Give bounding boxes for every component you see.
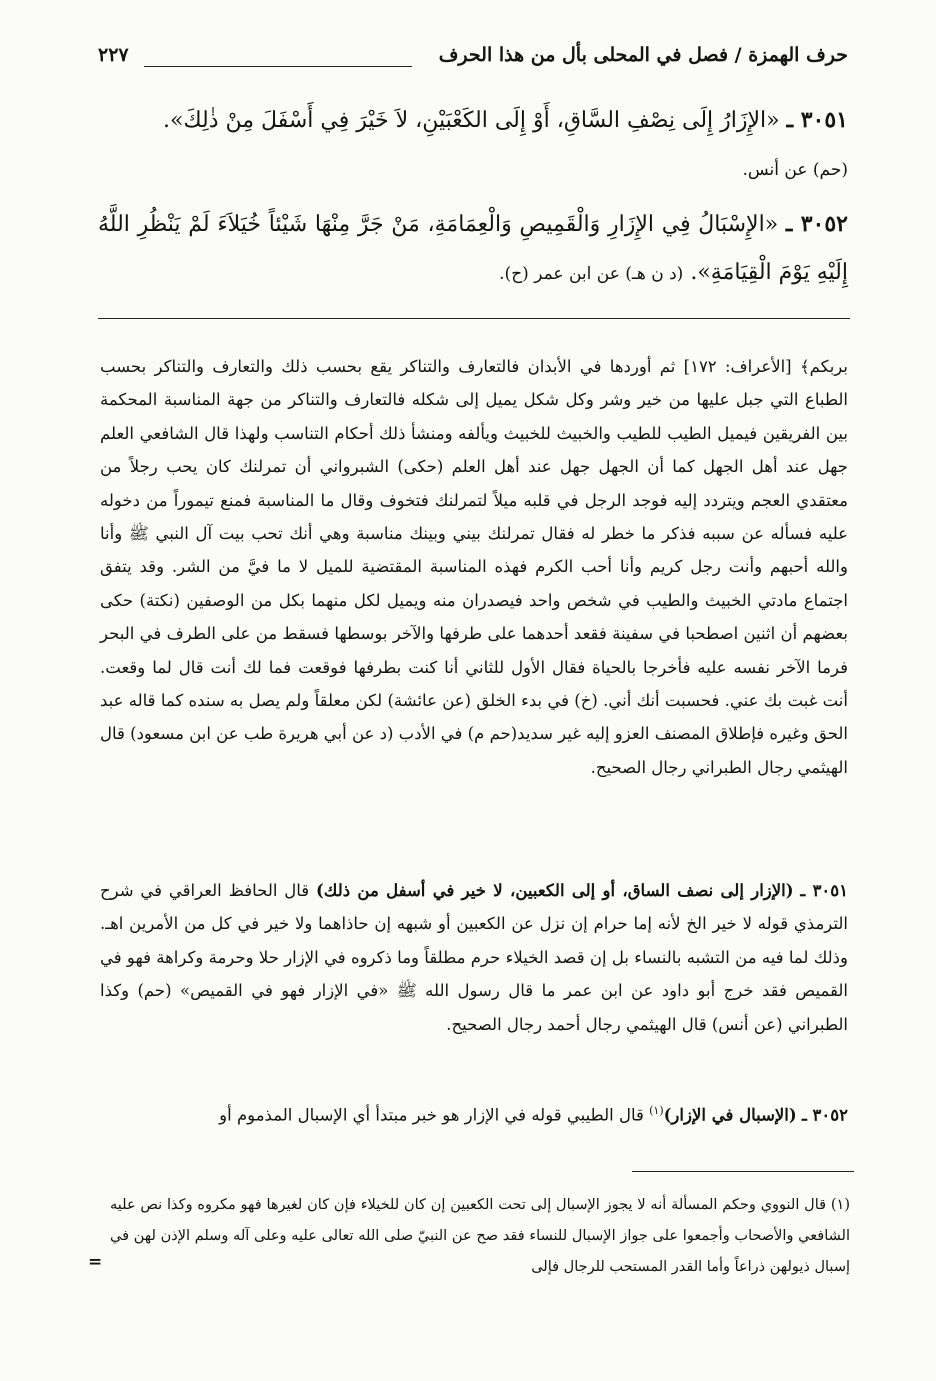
hadith-3052 [98,200,848,298]
commentary-3052 [100,1094,848,1132]
running-title: حرف الهمزة / فصل في المحلى بأل من هذا الحرف [438,44,848,66]
hadith-source: (حم) عن أنس. [742,160,848,180]
footnote [110,1190,850,1283]
page-number: ٢٢٧ [98,44,129,66]
commentary-3051 [100,874,848,1041]
footnote-text: (١) قال النووي وحكم المسألة أنه لا يجوز الإسبال إلى تحت الكعبين إن كان للخيلاء فإن كان لغيرها فهو مكروه وكذا نص عليه الشافعي والأصحاب وأجمعوا على جواز الإسبال للنساء فقد صح عن النبيّ صلى الله تعالى عليه وعلى آله وسلم الإذن لهن في إسبال ذيولهن ذراعاً وأما القدر المستحب للرجال فإلى [110,1197,850,1275]
page-header [98,44,848,74]
hadith-text: «الإِزَارُ إِلَى نِصْفِ السَّاقِ، أَوْ إِلَى الكَعْبَيْنِ، لاَ خَيْرَ فِي أَسْفَلَ مِنْ ذٰلِكَ». [163,108,780,133]
footnote-rule [632,1171,854,1172]
commentary-paragraph [100,350,848,784]
hadith-number: ٣٠٥٢ ـ [785,211,848,237]
hadith-text: «الإِسْبَالُ فِي الإِزَارِ وَالْقَمِيصِ وَالْعِمَامَةِ، مَنْ جَرَّ مِنْهَا شَيْئاً خُيَلاَءَ لَمْ يَنْظُرِ اللَّهُ إِلَيْهِ يَوْمَ الْقِيَامَةِ». [98,212,848,285]
commentary-number: ٣٠٥٢ ـ [801,1105,848,1125]
commentary-heading: (الإزار إلى نصف الساق، أو إلى الكعبين، لا خير في أسفل من ذلك) [316,881,794,900]
hadith-source: (د ن هـ) عن ابن عمر (ح). [499,264,684,284]
separator-rule [98,318,850,319]
hadith-3051 [98,96,848,194]
continuation-mark: = [88,1252,103,1272]
footnote-ref: (١) [649,1104,664,1117]
header-rule [144,66,412,67]
commentary-heading: (الإسبال في الإزار) [663,1105,797,1125]
commentary-number: ٣٠٥١ ـ [800,881,849,900]
hadith-number: ٣٠٥١ ـ [786,107,848,133]
commentary-text: بربكم﴾ [الأعراف: ١٧٢] ثم أوردها في الأبدان فالتعارف والتناكر يقع بحسب ذلك والتعارف والتناكر بحسب الطباع التي جبل عليها من خير وشر وكل شكل يميل إلى شكله فالتعارف والتناكر من جهة المناسبة المحكمة بين الفريقين فيميل الطيب للطيب والخبيث للخبيث ويألفه ومنشأ ذلك أحكام التناسب ولهذا قال الشافعي العلم جهل عند أهل الجهل كما أن الجهل جهل عند أهل العلم (حكى) الشبرواني أن تمرلنك كان يحب رجلاً من معتقدي العجم ويتردد إليه فوجد الرجل في قلبه ميلاً لتمرلنك فتخوف وقال ما المناسبة فمنع تيموراً من دخوله عليه فسأله عن سببه فذكر ما خطر له فقال تمرلنك بيني وبينك مناسبة وهي أنك تحب بيت آل النبي ﷺ وأنا والله أحبهم وأنت رجل كريم وأنا أحب الكرم فهذه المناسبة المقتضية للميل لا ما فيَّ من الشر. وقد يتفق اجتماع مادتي الخبيث والطيب في شخص واحد فيصدران منه ويميل لكل منهما بكل من الوصفين (نكتة) حكى بعضهم أن اثنين اصطحبا في سفينة فقعد أحدهما على طرفها والآخر بوسطها فسقط من على الطرف في البحر فرما الآخر نفسه عليه فأخرجا بالحياة فقال الأول للثاني أنا كنت بطرفها فوقعت فما لك أنت قال لما وقعت. أنت غبت بك عني. فحسبت أنك أني. (خ) في بدء الخلق (عن عائشة) لكن معلقاً ولم يصل به سنده كما قاله عبد الحق وغيره فإطلاق المصنف العزو إليه غير سديد(حم م) في الأدب (د عن أبي هريرة طب عن ابن مسعود) قال الهيثمي رجال الطبراني رجال الصحيح. [99,357,848,777]
commentary-text: قال الحافظ العراقي في شرح الترمذي قوله لا خير الخ لأنه إما حرام إن نزل عن الكعبين أو شبهه إن حاذاهما ولا خير في كل من الأمرين اهـ. وذلك لما فيه من التشبه بالنساء بل إن قصد الخيلاء حرم مطلقاً وما ذكروه في الإزار حلا وحرمة وكراهة فهو في القميص فقد خرج أبو داود عن ابن عمر ما قال رسول الله ﷺ «في الإزار فهو في القميص» (حم) وكذا الطبراني (عن أنس) قال الهيثمي رجال أحمد رجال الصحيح. [100,881,848,1034]
commentary-text: قال الطيبي قوله في الإزار هو خبر مبتدأ أي الإسبال المذموم أو [219,1105,644,1125]
